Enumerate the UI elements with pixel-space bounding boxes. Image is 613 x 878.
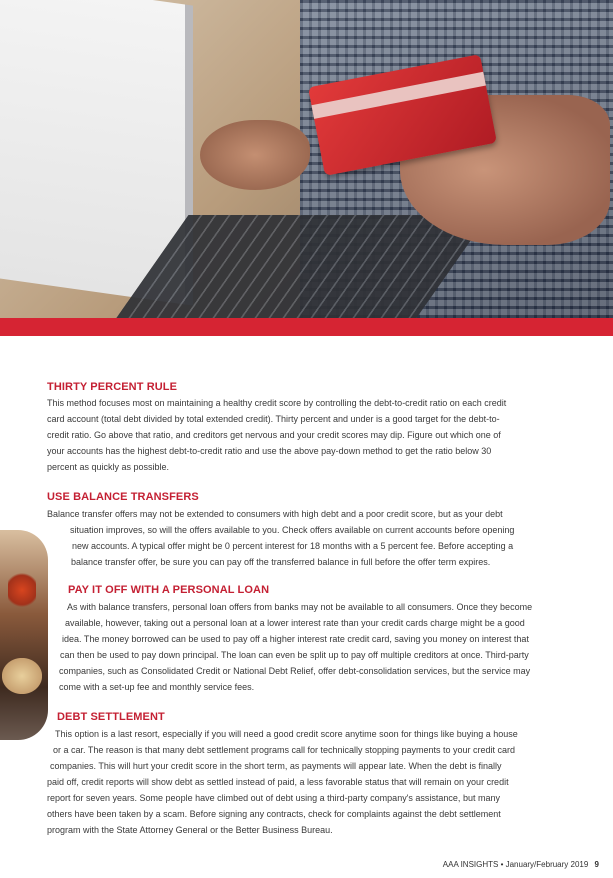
body-line: balance transfer offer, be sure you can pay off the transferred balance in full before the offer term expires. (71, 557, 491, 567)
side-photo (0, 530, 48, 740)
publication-info: AAA INSIGHTS • January/February 2019 (442, 860, 589, 869)
body-line: This option is a last resort, especially if you will need a good credit score anytime soon for things like buying a house (55, 729, 518, 739)
body-line: credit ratio. Go above that ratio, and creditors get nervous and your credit scores may dip. Figure out which one of (47, 430, 501, 440)
section-body (47, 506, 514, 570)
left-hand (200, 120, 310, 190)
accent-bar (0, 318, 613, 336)
body-line: paid off, credit reports will show debt as settled instead of paid, a less favorable status that will remain on your credit (47, 777, 509, 787)
body-line: report for seven years. Some people have climbed out of debt using a third-party company's assistance, but many (47, 793, 500, 803)
body-line: or a car. The reason is that many debt settlement programs call for technically stopping payments to your credit card (53, 745, 516, 755)
section-heading: PAY IT OFF WITH A PERSONAL LOAN (68, 584, 270, 596)
body-line: your accounts has the highest debt-to-credit ratio and use the above pay-down method to get the ratio below 30 (47, 446, 492, 456)
section-heading: DEBT SETTLEMENT (57, 711, 165, 723)
body-line: available, however, taking out a personal loan at a lower interest rate than your credit cards charge might be a good (65, 618, 525, 628)
section-heading: THIRTY PERCENT RULE (47, 381, 178, 393)
section-body (47, 599, 532, 695)
body-line: This method focuses most on maintaining a healthy credit score by controlling the debt-to-credit ratio on each credit (47, 398, 507, 408)
body-line: companies. This will hurt your credit score in the short term, as payments will appear late. When the debt is finally (50, 761, 502, 771)
page-footer (443, 860, 599, 869)
flower-image (8, 570, 36, 610)
body-line: situation improves, so will the offers available to you. Check offers available on current accounts before opening (70, 525, 515, 535)
body-line: As with balance transfers, personal loan offers from banks may not be available to all consumers. Once they become (67, 602, 533, 612)
page-number: 9 (594, 860, 599, 869)
section-body (47, 395, 506, 475)
body-line: companies, such as Consolidated Credit or National Debt Relief, offer debt-consolidation services, but the service may (59, 666, 531, 676)
puppy-image (2, 658, 42, 694)
body-line: others have been taken by a scam. Before signing any contracts, check for complaints against the debt settlement (47, 809, 501, 819)
body-line: come with a set-up fee and monthly service fees. (59, 682, 255, 692)
body-line: card account (total debt divided by total extended credit). Thirty percent and under is a good target for the debt-to- (47, 414, 500, 424)
body-line: Balance transfer offers may not be extended to consumers with high debt and a poor credit score, but as your debt (47, 509, 503, 519)
section-body (47, 726, 518, 838)
body-line: program with the State Attorney General or the Better Business Bureau. (47, 825, 333, 835)
body-line: can then be used to pay down principal. The loan can even be split up to pay off multiple creditors at once. Third-party (60, 650, 529, 660)
body-line: idea. The money borrowed can be used to pay off a higher interest rate credit card, saving you money on interest that (62, 634, 529, 644)
hero-photo-laptop-credit-card (0, 0, 613, 318)
body-line: new accounts. A typical offer might be 0 percent interest for 18 months with a 5 percent fee. Before accepting a (72, 541, 514, 551)
body-line: percent as quickly as possible. (47, 462, 170, 472)
section-heading: USE BALANCE TRANSFERS (47, 491, 199, 503)
